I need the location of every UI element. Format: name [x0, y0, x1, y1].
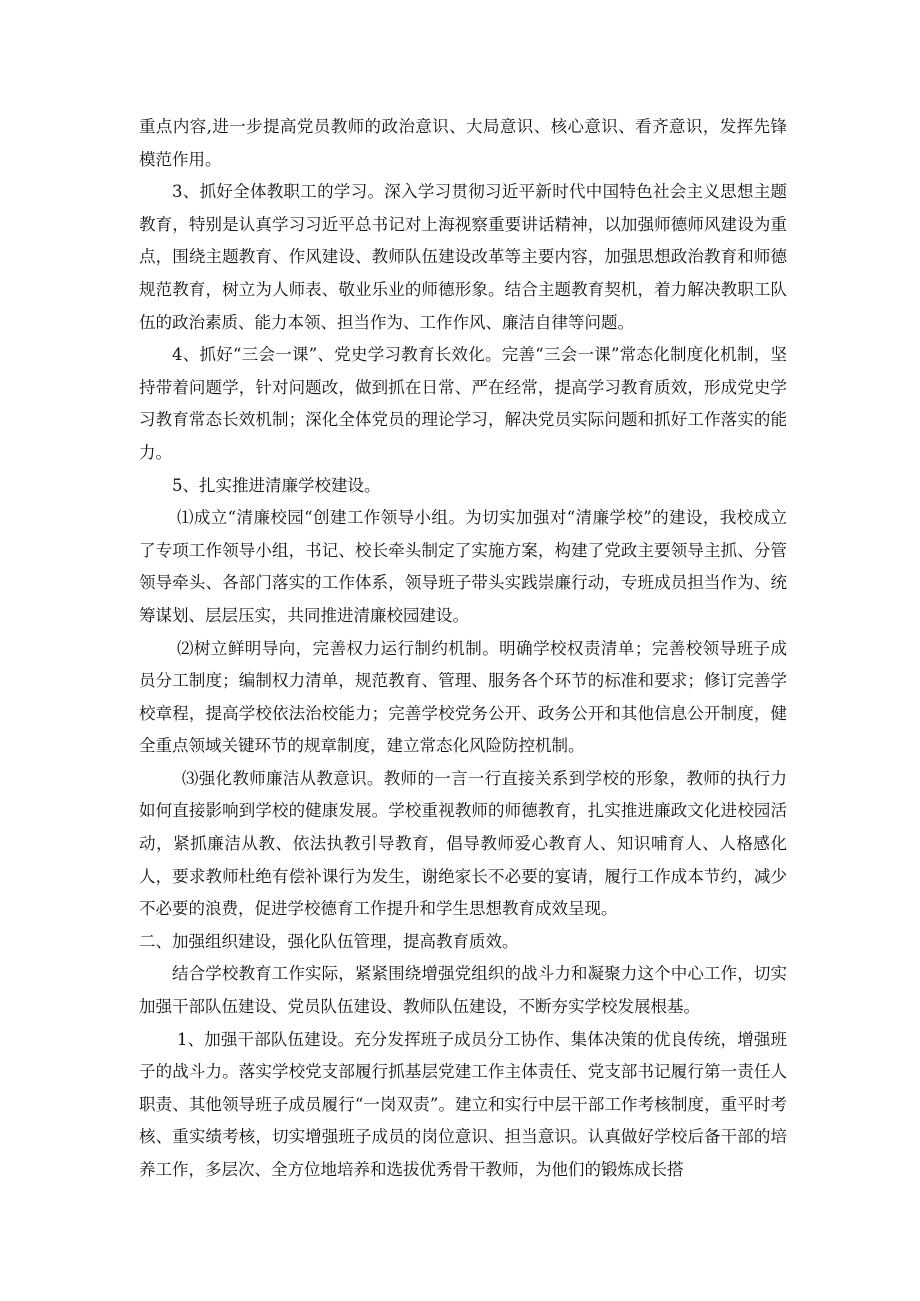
paragraph-section-intro: 结合学校教育工作实际，紧紧围绕增强党组织的战斗力和凝聚力这个中心工作，切实加强干部队伍建设、党员队伍建设、教师队伍建设，不断夯实学校发展根基。	[139, 964, 787, 1017]
paragraph-subitem-3: ⑶强化教师廉洁从教意识。教师的一言一行直接关系到学校的形象，教师的执行力如何直接影响到学校的健康发展。学校重视教师的师德教育，扎实推进廉政文化进校园活动，紧抓廉洁从教、依法执教引导教育，倡导教师爱心教育人、知识哺育人、人格感化人，要求教师杜绝有偿补课行为发生，谢绝家长不必要的宴请，履行工作成本节约，减少不必要的浪费，促进学校德育工作提升和学生思想教育成效呈现。	[139, 768, 787, 919]
paragraph-item-3: 3、抓好全体教职工的学习。深入学习贯彻习近平新时代中国特色社会主义思想主题教育，特别是认真学习习近平总书记对上海视察重要讲话精神，以加强师德师风建设为重点，围绕主题教育、作风建设、教师队伍建设改革等主要内容，加强思想政治教育和师德规范教育，树立为人师表、敬业乐业的师德形象。结合主题教育契机，着力解决教职工队伍的政治素质、能力本领、担当作为、工作作风、廉洁自律等问题。	[139, 182, 787, 332]
paragraph-continuation: 重点内容,进一步提高党员教师的政治意识、大局意识、核心意识、看齐意识，发挥先锋模范作用。	[139, 117, 787, 169]
paragraph-subitem-1: ⑴成立“清廉校园“创建工作领导小组。为切实加强对“清廉学校”的建设，我校成立了专项工作领导小组，书记、校长牵头制定了实施方案，构建了党政主要领导主抓、分管领导牵头、各部门落实的工作体系，领导班子带头实践崇廉行动，专班成员担当作为、统筹谋划、层层压实，共同推进清廉校园建设。	[139, 508, 787, 625]
section-heading-2: 二、加强组织建设，强化队伍管理，提高教育质效。	[139, 931, 519, 951]
paragraph-item-1: 1、加强干部队伍建设。充分发挥班子成员分工协作、集体决策的优良传统，增强班子的战斗力。落实学校党支部履行抓基层党建工作主体责任、党支部书记履行第一责任人职责、其他领导班子成员履行“一岗双责”。建立和实行中层干部工作考核制度，重平时考核、重实绩考核，切实增强班子成员的岗位意识、担当意识。认真做好学校后备干部的培养工作，多层次、全方位地培养和选拔优秀骨干教师，为他们的锻炼成长搭	[139, 1029, 787, 1179]
paragraph-item-5: 5、扎实推进清廉学校建设。	[172, 475, 381, 495]
paragraph-subitem-2: ⑵树立鲜明导向，完善权力运行制约机制。明确学校权责清单；完善校领导班子成员分工制度；编制权力清单，规范教育、管理、服务各个环节的标准和要求；修订完善学校章程，提高学校依法治校能力；完善学校党务公开、政务公开和其他信息公开制度，健全重点领域关键环节的规章制度，建立常态化风险防控机制。	[139, 638, 787, 756]
paragraph-item-4: 4、抓好“三会一课”、党史学习教育长效化。完善“三会一课”常态化制度化机制，坚持带着问题学，针对问题改，做到抓在日常、严在经常，提高学习教育质效，形成党史学习教育常态长效机制；深化全体党员的理论学习，解决党员实际问题和抓好工作落实的能力。	[139, 345, 787, 462]
document-page	[139, 111, 787, 1187]
